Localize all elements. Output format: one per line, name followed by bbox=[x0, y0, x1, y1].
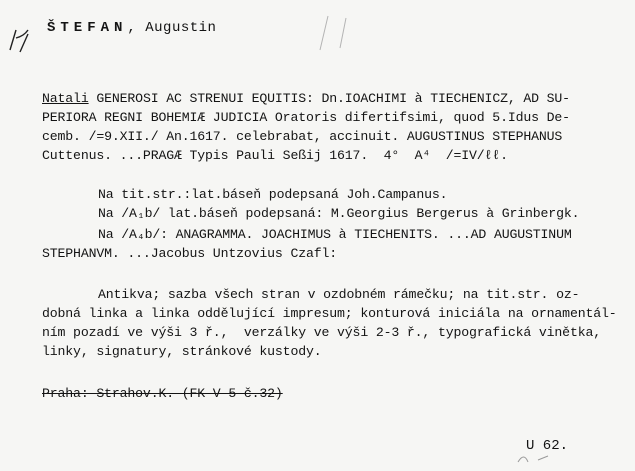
description-line-3: ním pozadí ve výši 3 ř., verzálky ve výši 2-3 ř., typografická vinětka, bbox=[42, 325, 601, 340]
note-a1b: Na /A₁b/ lat.báseň podepsaná: M.Georgius Bergerus à Grinbergk. bbox=[98, 206, 580, 221]
handwritten-mark-top-left bbox=[6, 26, 36, 54]
imprint-line: Cuttenus. ...PRAGÆ Typis Pauli Seßij 1617. 4° A⁴ /=IV/ℓℓ. bbox=[42, 148, 508, 163]
description-line-4: linky, signatury, stránkové kustody. bbox=[42, 344, 322, 359]
description-line-1: Antikva; sazba všech stran v ozdobném rámečku; na tit.str. oz- bbox=[98, 287, 580, 302]
shelf-signum: U 62. bbox=[526, 438, 569, 454]
note-a4b-continued: STEPHANVM. ...Jacobus Untzovius Czafl: bbox=[42, 246, 338, 261]
description-line-2: dobná linka a linka oddělující impresum; konturová iniciála na ornamentál- bbox=[42, 306, 617, 321]
note-a4b: Na /A₄b/: ANAGRAMMA. JOACHIMUS à TIECHENITS. ...AD AUGUSTINUM bbox=[98, 227, 572, 242]
location-struck: Praha: Strahov.K. (FK V 5 č.32) bbox=[42, 386, 283, 401]
pencil-strokes-top bbox=[310, 12, 370, 52]
heading-separator: , bbox=[127, 20, 137, 36]
title-line-3: cemb. /=9.XII./ An.1617. celebrabat, accinuit. AUGUSTINUS STEPHANUS bbox=[42, 129, 563, 144]
title-line-2: PERIORA REGNI BOHEMIÆ JUDICIA Oratoris difertifsimi, quod 5.Idus De- bbox=[42, 110, 570, 125]
title-keyword: Natali bbox=[42, 91, 89, 106]
note-title-page: Na tit.str.:lat.báseň podepsaná Joh.Campanus. bbox=[98, 187, 448, 202]
card-heading bbox=[47, 20, 216, 36]
pencil-mark-bottom bbox=[514, 450, 554, 466]
author-surname: ŠTEFAN bbox=[47, 20, 128, 36]
title-line-1: Natali GENEROSI AC STRENUI EQUITIS: Dn.IOACHIMI à TIECHENICZ, AD SU- bbox=[42, 91, 570, 106]
author-given-name: Augustin bbox=[145, 20, 217, 36]
